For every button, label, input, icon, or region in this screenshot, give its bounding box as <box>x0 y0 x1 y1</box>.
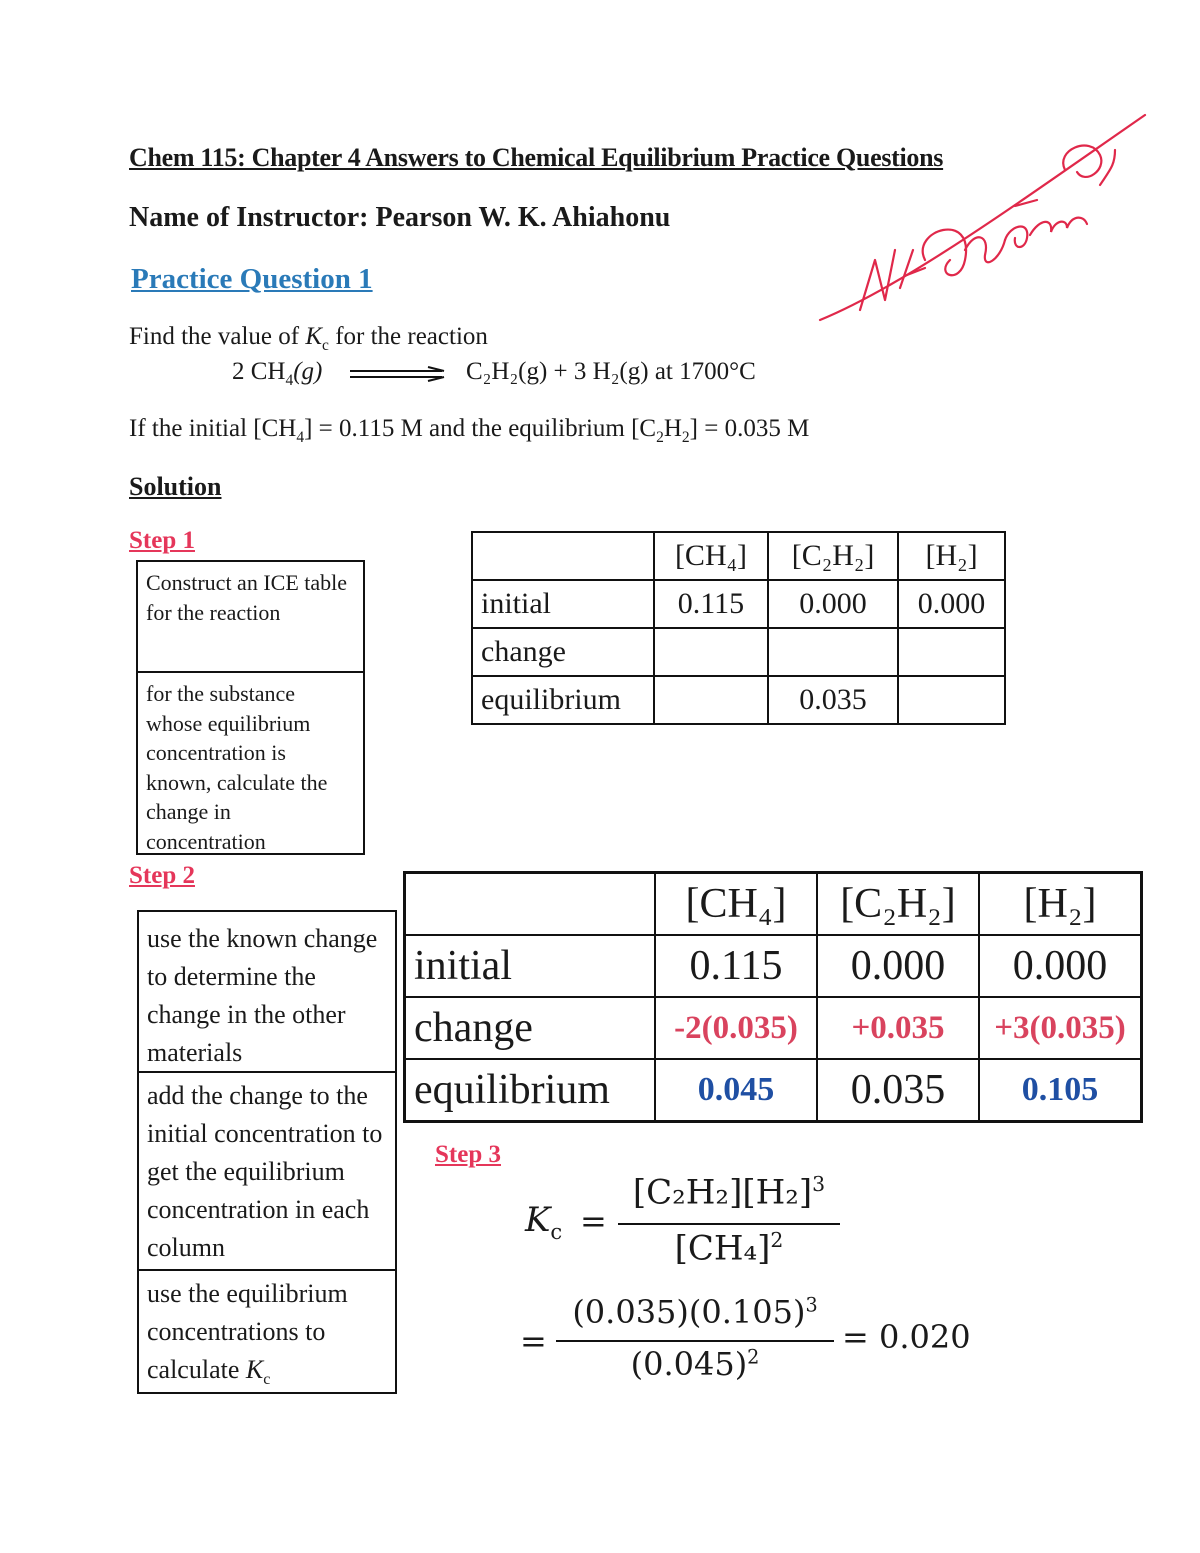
table-cell: 0.035 <box>768 676 898 724</box>
kc-subscript: c <box>550 1218 563 1244</box>
step-1-instructions <box>136 560 365 855</box>
table-cell <box>898 676 1005 724</box>
kc-numerator <box>620 1172 838 1212</box>
page-title: Chem 115: Chapter 4 Answers to Chemical Equilibrium Practice Questions <box>129 143 944 172</box>
given-text-b: ] = 0.115 M and the equilibrium [C <box>304 415 657 442</box>
equilibrium-arrow-icon <box>348 366 448 384</box>
table-header-row <box>405 873 1142 936</box>
table-cell: 0.000 <box>979 935 1142 997</box>
kc-subscript: c <box>263 1371 271 1389</box>
step-1-box-a: Construct an ICE table for the reaction <box>136 560 365 673</box>
change-cell: +0.035 <box>817 997 979 1059</box>
solution-heading: Solution <box>129 472 222 501</box>
row-label: change <box>405 997 656 1059</box>
step-2-label: Step 2 <box>129 862 195 889</box>
table-header-cell: [H₂] <box>979 873 1142 936</box>
equilibrium-cell: 0.035 <box>817 1059 979 1122</box>
kc-result: = 0.020 <box>842 1318 971 1356</box>
equilibrium-cell: 0.045 <box>655 1059 817 1122</box>
reaction-equation <box>232 358 322 390</box>
reactant: 2 CH <box>232 358 286 385</box>
step-3-label: Step 3 <box>435 1141 501 1168</box>
step-2-box-c-text: use the equilibrium concentrations to calculate <box>147 1279 348 1384</box>
table-header-cell: [C₂H₂] <box>817 873 979 936</box>
equilibrium-cell: 0.105 <box>979 1059 1142 1122</box>
reactant-phase: (g) <box>293 358 323 385</box>
table-cell <box>768 628 898 676</box>
ice-table-complete <box>403 871 1143 1123</box>
table-corner <box>472 532 654 580</box>
table-cell: 0.115 <box>655 935 817 997</box>
table-header-cell: [CH₄] <box>654 532 768 580</box>
denominator-exponent: 2 <box>770 1228 784 1252</box>
given-conditions <box>129 415 809 447</box>
table-row <box>472 628 1005 676</box>
table-cell: 0.115 <box>654 580 768 628</box>
prompt-text: Find the value of <box>129 323 306 350</box>
step-1-box-b: for the substance whose equilibrium concentration is known, calculate the change in concentration <box>136 671 365 855</box>
given-text-c: H <box>663 415 682 442</box>
kc-symbol: K <box>305 323 323 350</box>
step-1-label: Step 1 <box>129 527 195 554</box>
kc-symbol: K <box>245 1355 264 1384</box>
kc-expression-symbol <box>525 1200 562 1244</box>
equals-sign: = <box>580 1202 607 1240</box>
given-sub-c: 2 <box>681 429 690 446</box>
change-cell: +3(0.035) <box>979 997 1142 1059</box>
table-row <box>472 580 1005 628</box>
row-label: equilibrium <box>405 1059 656 1122</box>
given-sub-b: 2 <box>656 429 664 446</box>
denominator-text: [CH₄] <box>674 1228 771 1269</box>
table-corner <box>405 873 656 936</box>
table-cell <box>898 628 1005 676</box>
kc-subscript: c <box>322 337 329 354</box>
question-prompt <box>129 323 488 355</box>
values-numerator <box>556 1293 834 1331</box>
table-cell: 0.000 <box>768 580 898 628</box>
values-denominator <box>556 1345 834 1383</box>
numerator-text: [C₂H₂][H₂] <box>632 1172 813 1213</box>
values-denominator-exponent: 2 <box>747 1345 760 1369</box>
table-header-cell: [CH₄] <box>655 873 817 936</box>
fraction-bar-2 <box>556 1340 834 1342</box>
row-label: change <box>472 628 654 676</box>
numerator-exponent: 3 <box>812 1172 826 1196</box>
step-2-instructions <box>137 910 397 1394</box>
row-label: equilibrium <box>472 676 654 724</box>
table-cell <box>654 628 768 676</box>
table-cell: 0.000 <box>898 580 1005 628</box>
table-header-cell: [H₂] <box>898 532 1005 580</box>
table-cell: 0.000 <box>817 935 979 997</box>
instructor-name: Name of Instructor: Pearson W. K. Ahiahonu <box>129 202 671 233</box>
values-numerator-exponent: 3 <box>805 1293 818 1317</box>
step-2-box-a: use the known change to determine the change in the other materials <box>137 910 397 1073</box>
kc-denominator <box>620 1228 838 1268</box>
kc-symbol: K <box>525 1200 551 1240</box>
row-label: initial <box>472 580 654 628</box>
table-row <box>405 997 1142 1059</box>
fraction-bar <box>618 1223 840 1225</box>
reactant-sub: 4 <box>285 372 294 389</box>
table-row <box>472 676 1005 724</box>
ice-table-initial <box>471 531 1006 725</box>
given-text-d: ] = 0.035 M <box>689 415 810 442</box>
row-label: initial <box>405 935 656 997</box>
signature-image <box>815 110 1155 335</box>
values-numerator-text: (0.035)(0.105) <box>572 1293 806 1331</box>
prompt-text-end: for the reaction <box>328 323 488 350</box>
reaction-products: C₂H₂(g) + 3 H₂(g) at 1700°C <box>466 358 756 385</box>
step-2-box-c <box>137 1269 397 1394</box>
change-cell: -2(0.035) <box>655 997 817 1059</box>
table-cell <box>654 676 768 724</box>
table-row <box>405 935 1142 997</box>
practice-question-heading: Practice Question 1 <box>131 263 373 295</box>
given-text-a: If the initial [CH <box>129 415 297 442</box>
table-header-row <box>472 532 1005 580</box>
table-row <box>405 1059 1142 1122</box>
given-sub-a: 4 <box>296 429 305 446</box>
step-2-box-b: add the change to the initial concentration to get the equilibrium concentration in each column <box>137 1071 397 1271</box>
table-header-cell: [C₂H₂] <box>768 532 898 580</box>
equals-sign-2: = <box>520 1322 547 1360</box>
values-denominator-text: (0.045) <box>630 1345 748 1383</box>
